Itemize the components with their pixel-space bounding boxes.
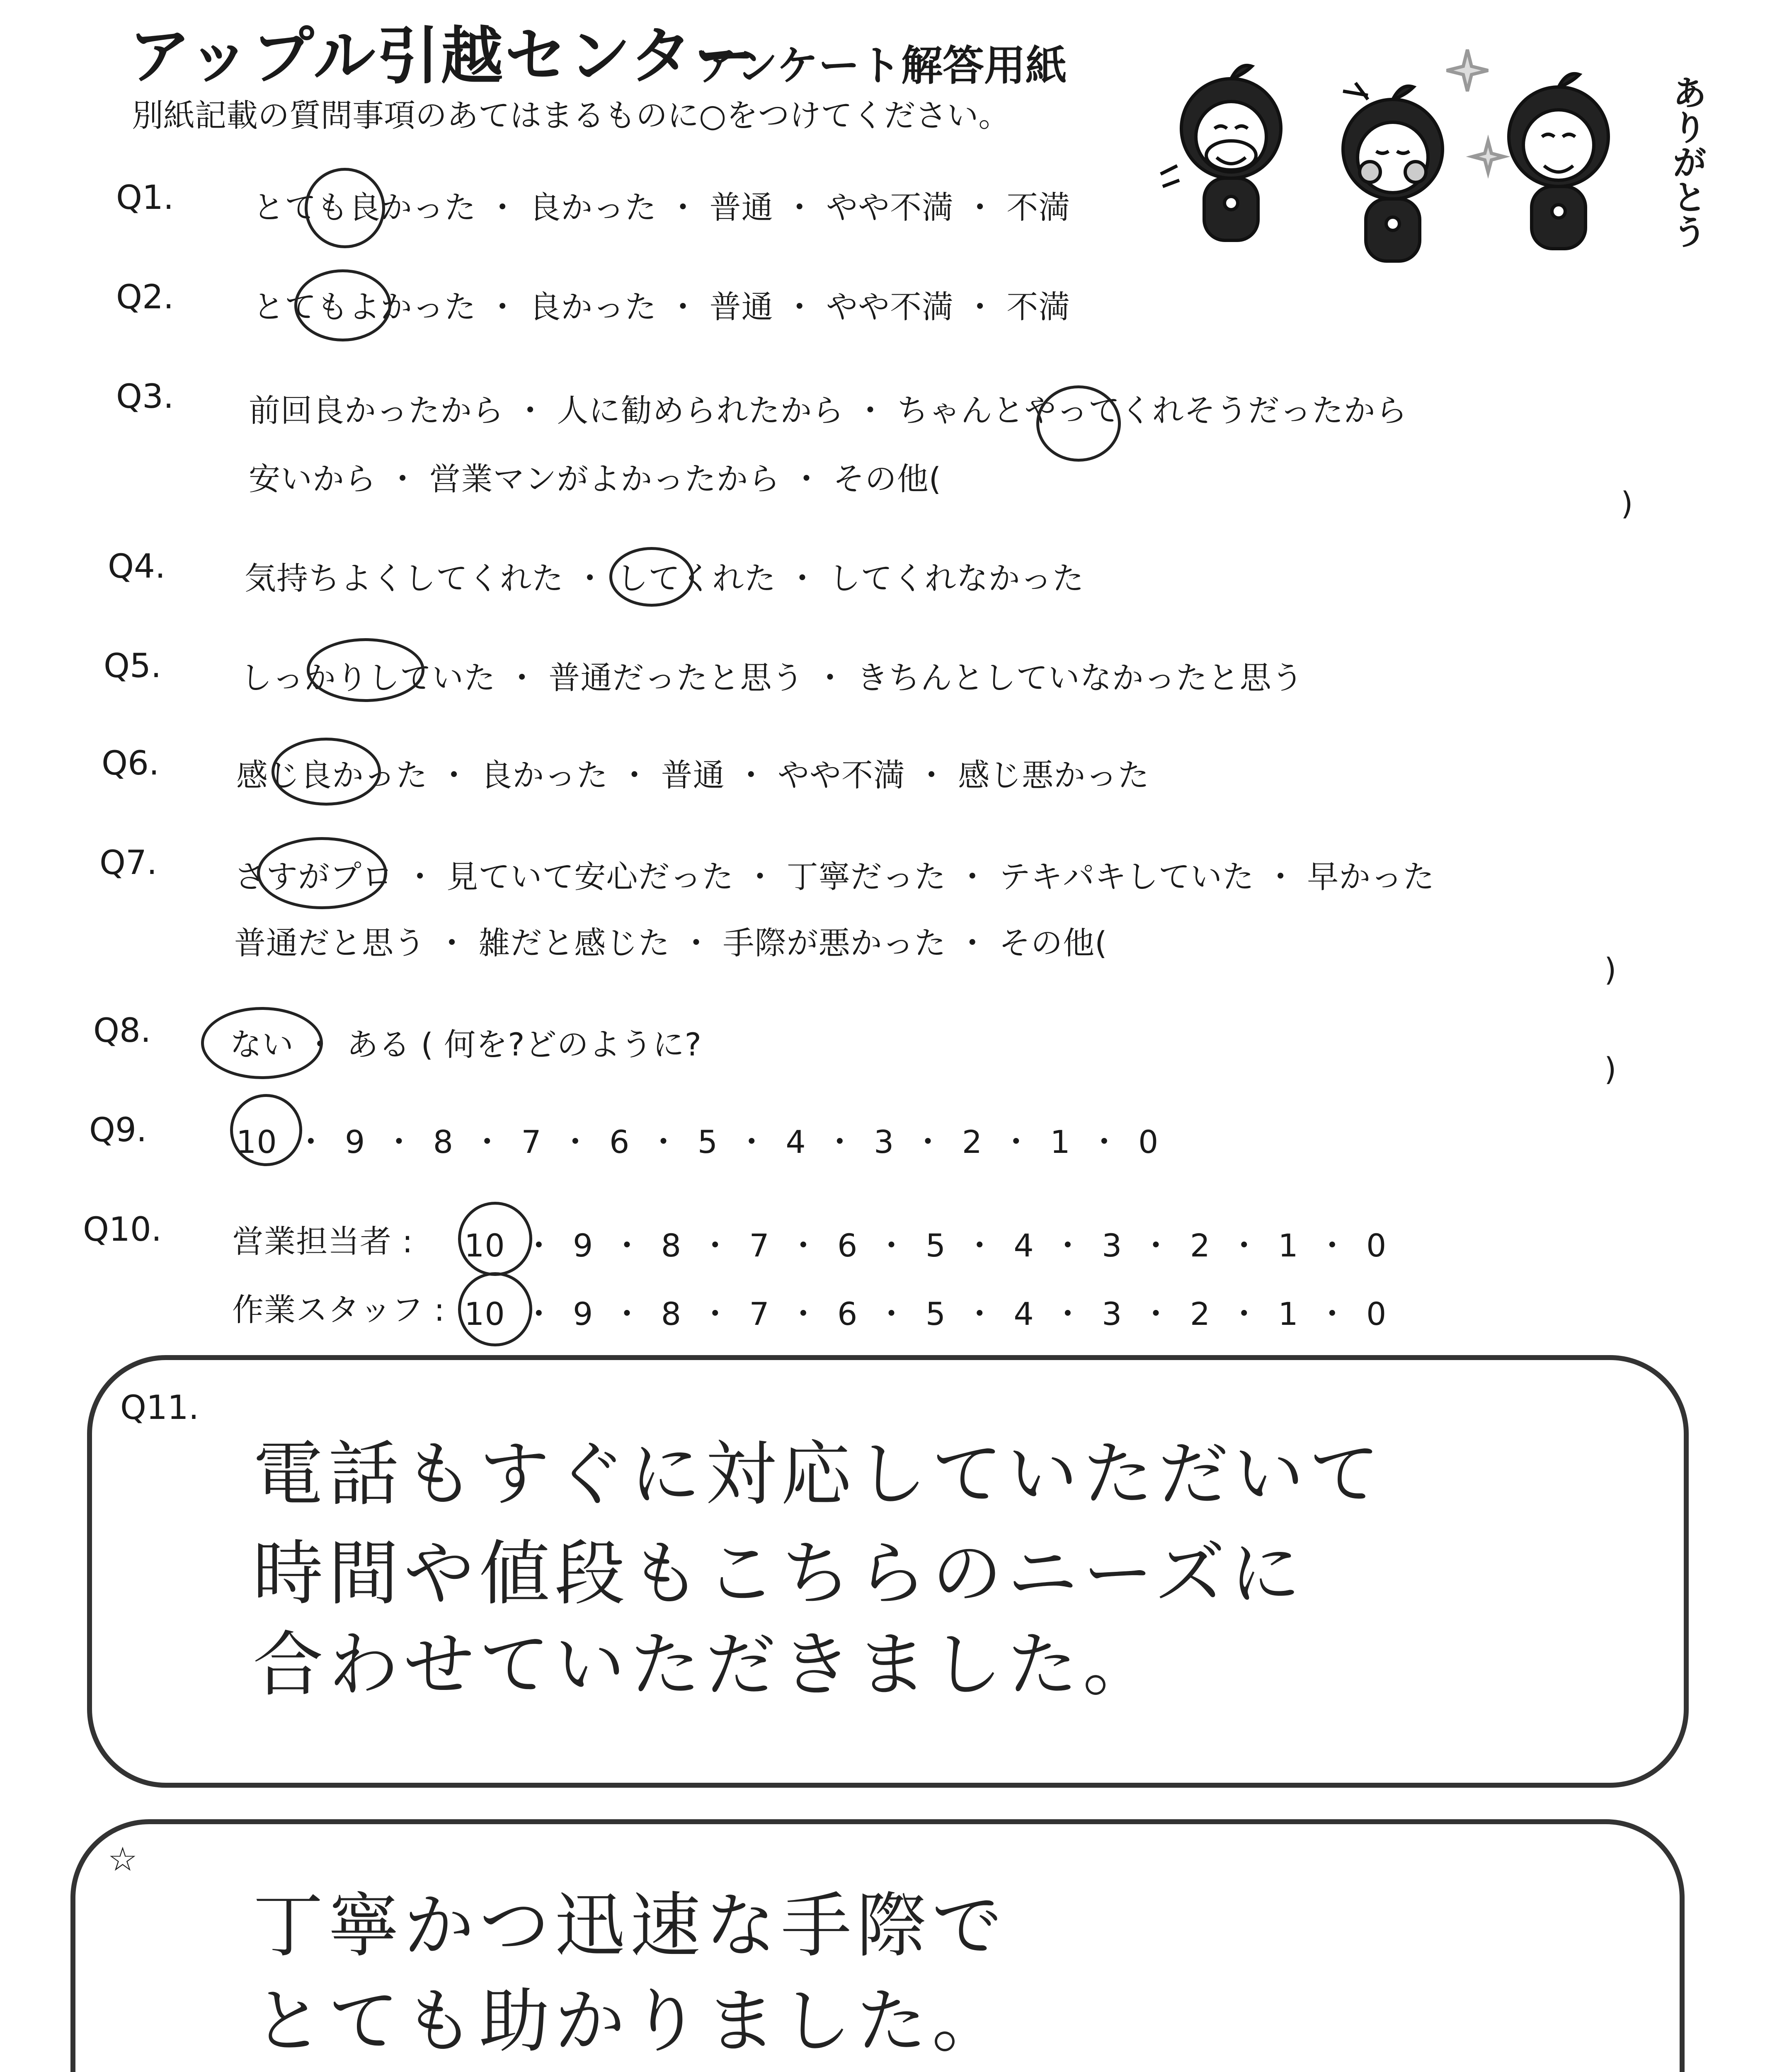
monkey-icon — [1343, 83, 1443, 261]
q10-sales-options: 10 ・ 9 ・ 8 ・ 7 ・ 6 ・ 5 ・ 4 ・ 3 ・ 2 ・ 1 ・ 0 — [464, 1227, 1387, 1264]
q7-options-line1: さすがプロ ・ 見ていて安心だった ・ 丁寧だった ・ テキパキしていた ・ 早かった — [234, 858, 1435, 895]
star-comment-line1: 丁寧かつ迅速な手際で — [253, 1885, 1008, 1967]
star-comment-line2: とても助かりました。 — [253, 1980, 1008, 2062]
q1-selection-circle — [305, 168, 385, 248]
q6-label: Q6. — [102, 744, 160, 782]
q3-options-line1: 前回良かったから ・ 人に勧められたから ・ ちゃんとやってくれそうだったから — [249, 392, 1408, 429]
q8-selection-circle — [201, 1007, 323, 1079]
q1-options: とても良かった ・ 良かった ・ 普通 ・ やや不満 ・ 不満 — [253, 189, 1071, 226]
q10-staff-label: 作業スタッフ : — [232, 1291, 445, 1328]
q3-options-line2: 安いから ・ 営業マンがよかったから ・ その他( — [249, 460, 942, 497]
monkey-icon — [1509, 74, 1608, 249]
q5-label: Q5. — [104, 646, 162, 685]
q3-label: Q3. — [116, 377, 174, 416]
q6-selection-circle — [272, 738, 381, 806]
instructions: 別紙記載の質問事項のあてはまるものに○をつけてください。 — [132, 97, 1010, 134]
sparkle-icon — [1472, 141, 1504, 172]
q8-label: Q8. — [93, 1011, 151, 1050]
q1-label: Q1. — [116, 178, 174, 217]
q8-options: ない ・ ある ( 何を?どのように? — [230, 1026, 702, 1063]
q9-options: 10 ・ 9 ・ 8 ・ 7 ・ 6 ・ 5 ・ 4 ・ 3 ・ 2 ・ 1 ・ 0 — [236, 1123, 1159, 1160]
q2-label: Q2. — [116, 278, 174, 316]
q5-selection-circle — [307, 638, 424, 702]
q2-selection-circle — [294, 269, 391, 341]
q2-options: とてもよかった ・ 良かった ・ 普通 ・ やや不満 ・ 不満 — [253, 288, 1071, 325]
q3-selection-circle — [1036, 385, 1121, 462]
q9-label: Q9. — [89, 1111, 147, 1149]
q9-selection-circle — [230, 1094, 302, 1166]
q4-options: 気持ちよくしてくれた ・ してくれた ・ してくれなかった — [245, 560, 1084, 597]
form-title: アップル引越センター — [128, 20, 758, 92]
form-subtitle: アンケート解答用紙 — [696, 41, 1067, 90]
q5-options: しっかりしていた ・ 普通だったと思う ・ きちんとしていなかったと思う — [240, 659, 1304, 696]
q7-label: Q7. — [99, 843, 158, 882]
q11-comment-line3: 合わせていただきました。 — [253, 1624, 1159, 1706]
q10-label: Q10. — [83, 1210, 162, 1249]
q4-selection-circle — [609, 547, 694, 607]
q11-label: Q11. — [120, 1388, 199, 1427]
star-comment-line3 — [253, 2060, 1158, 2072]
q10-staff-options: 10 ・ 9 ・ 8 ・ 7 ・ 6 ・ 5 ・ 4 ・ 3 ・ 2 ・ 1 ・ 0 — [464, 1295, 1387, 1332]
monkey-icon — [1161, 65, 1281, 240]
q10-sales-label: 営業担当者 : — [232, 1223, 413, 1260]
mascot-caption: ありがとう — [1667, 75, 1707, 249]
q8-close-paren: ) — [1604, 1051, 1617, 1087]
q7-options-line2: 普通だと思う ・ 雑だと感じた ・ 手際が悪かった ・ その他( — [234, 925, 1108, 961]
q6-options: 感じ良かった ・ 良かった ・ 普通 ・ やや不満 ・ 感じ悪かった — [236, 757, 1150, 794]
star-icon: ☆ — [108, 1840, 138, 1878]
q11-comment-line2: 時間や値段もこちらのニーズに — [253, 1533, 1306, 1615]
q10-sales-selection-circle — [458, 1202, 532, 1276]
q11-comment-line1: 電話もすぐに対応していただいて — [253, 1433, 1385, 1515]
sparkle-icon — [1447, 50, 1488, 91]
q7-selection-circle — [257, 837, 387, 909]
q7-close-paren: ) — [1604, 951, 1617, 988]
q10-staff-selection-circle — [458, 1272, 532, 1346]
q3-close-paren: ) — [1621, 485, 1633, 522]
monkey-mascots-illustration — [1144, 37, 1724, 286]
q4-label: Q4. — [108, 547, 166, 586]
